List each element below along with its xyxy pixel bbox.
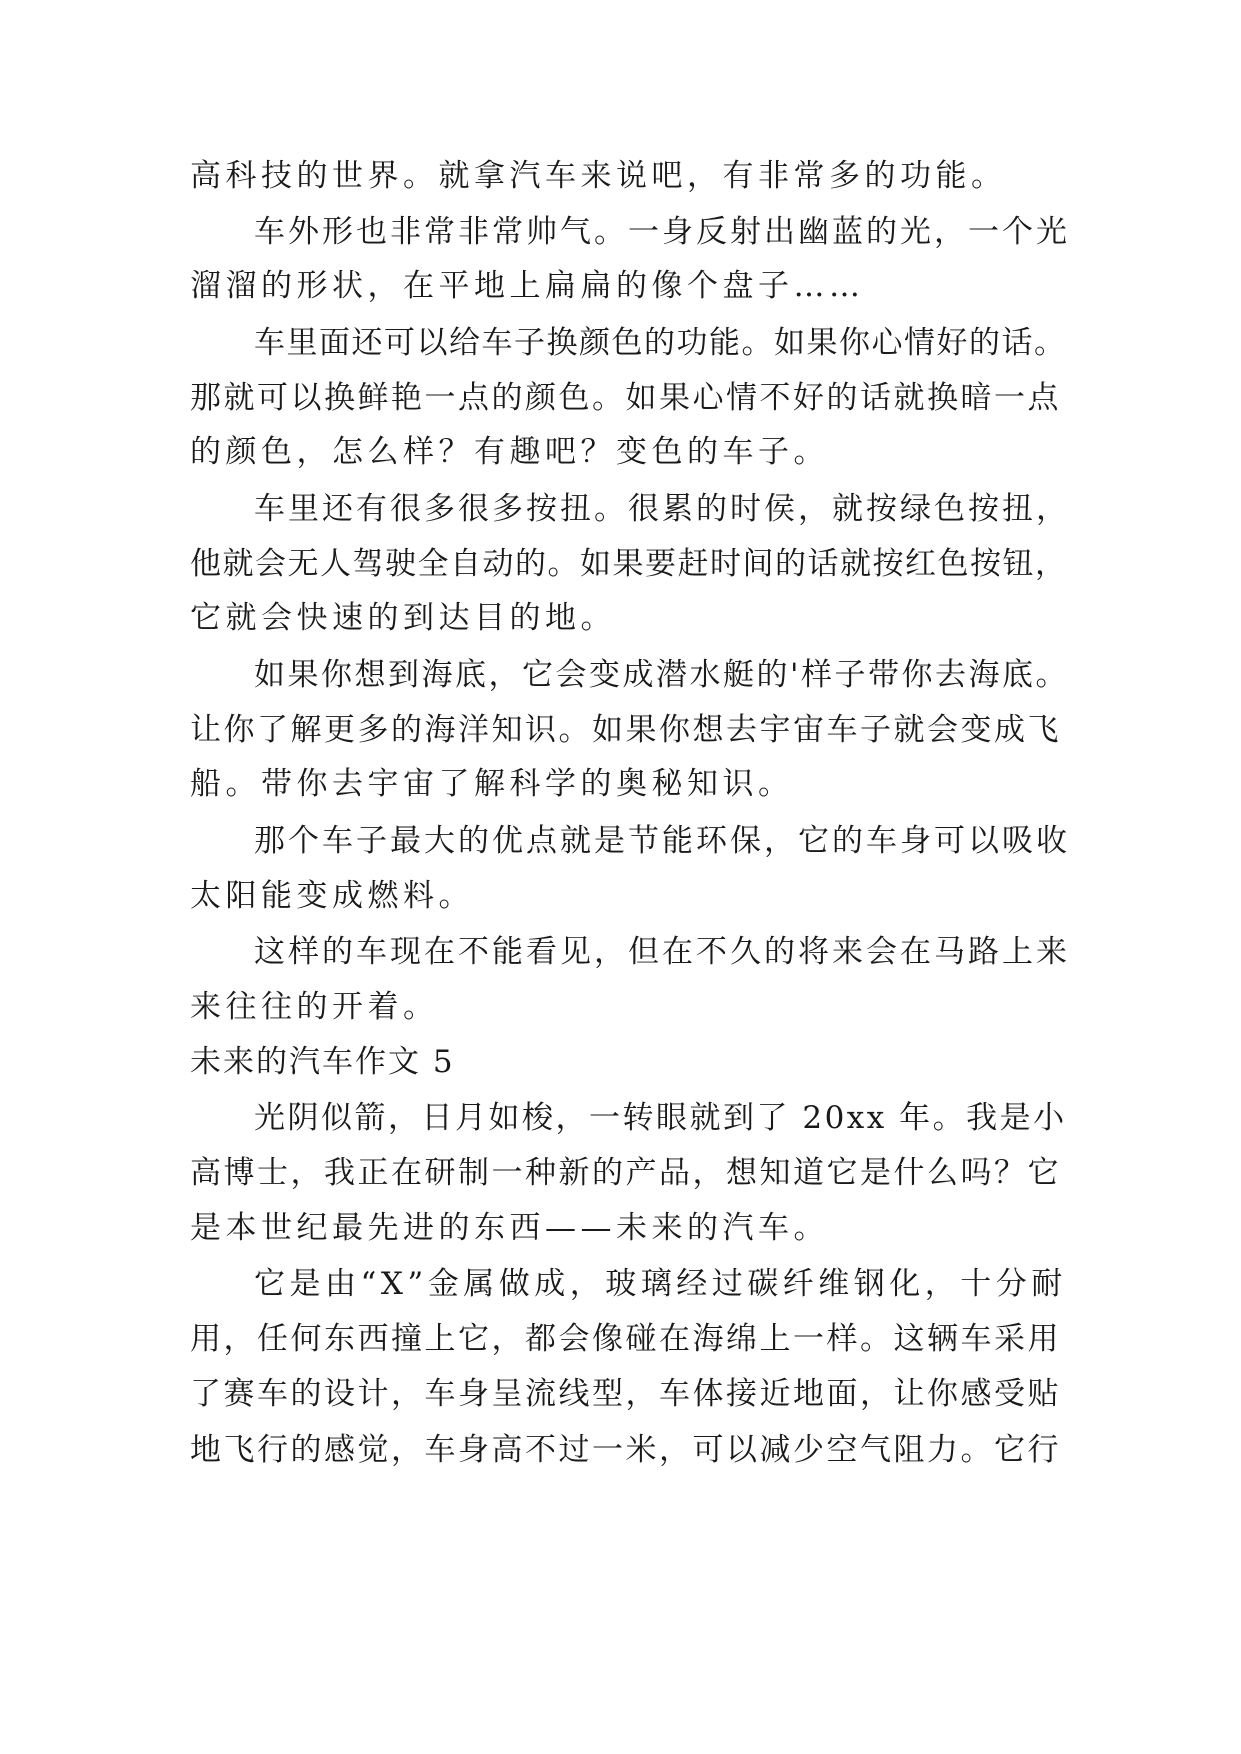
text-line: 那就可以换鲜艳一点的颜色。如果心情不好的话就换暗一点 bbox=[190, 380, 1061, 416]
text-line: 船。带你去宇宙了解科学的奥秘知识。 bbox=[190, 766, 794, 802]
text-line: 是本世纪最先进的东西——未来的汽车。 bbox=[190, 1210, 829, 1246]
text-line: 车里还有很多很多按扭。很累的时侯，就按绿色按扭， bbox=[254, 491, 1070, 527]
text-line: 这样的车现在不能看见，但在不久的将来会在马路上来 bbox=[254, 934, 1070, 970]
text-line: 让你了解更多的海洋知识。如果你想去宇宙车子就会变成飞 bbox=[190, 712, 1061, 748]
text-line: 如果你想到海底，它会变成潜水艇的'样子带你去海底。 bbox=[254, 657, 1070, 693]
text-line: 车外形也非常非常帅气。一身反射出幽蓝的光，一个光 bbox=[254, 214, 1070, 250]
text-line: 来往往的开着。 bbox=[190, 989, 439, 1025]
text-line: 的颜色，怎么样？有趣吧？变色的车子。 bbox=[190, 434, 829, 470]
text-line: 太阳能变成燃料。 bbox=[190, 878, 474, 914]
text-line: 它是由“X”金属做成，玻璃经过碳纤维钢化，十分耐 bbox=[254, 1266, 1067, 1302]
text-line: 溜溜的形状，在平地上扁扁的像个盘子…… bbox=[190, 268, 865, 304]
text-line: 它就会快速的到达目的地。 bbox=[190, 600, 616, 636]
text-line: 光阴似箭，日月如梭，一转眼就到了 20xx 年。我是小 bbox=[254, 1100, 1067, 1136]
text-line: 他就会无人驾驶全自动的。如果要赶时间的话就按红色按钮， bbox=[190, 546, 1068, 582]
text-line: 车里面还可以给车子换颜色的功能。如果你心情好的话。 bbox=[254, 325, 1067, 361]
section-heading: 未来的汽车作文 5 bbox=[190, 1044, 455, 1080]
text-line: 高科技的世界。就拿汽车来说吧，有非常多的功能。 bbox=[190, 158, 1007, 194]
text-line: 那个车子最大的优点就是节能环保，它的车身可以吸收 bbox=[254, 823, 1070, 859]
text-line: 地飞行的感觉，车身高不过一米，可以减少空气阻力。它行 bbox=[190, 1432, 1061, 1468]
text-line: 用，任何东西撞上它，都会像碰在海绵上一样。这辆车采用 bbox=[190, 1321, 1061, 1357]
text-line: 了赛车的设计，车身呈流线型，车体接近地面，让你感受贴 bbox=[190, 1376, 1061, 1412]
text-line: 高博士，我正在研制一种新的产品，想知道它是什么吗？它 bbox=[190, 1155, 1061, 1191]
